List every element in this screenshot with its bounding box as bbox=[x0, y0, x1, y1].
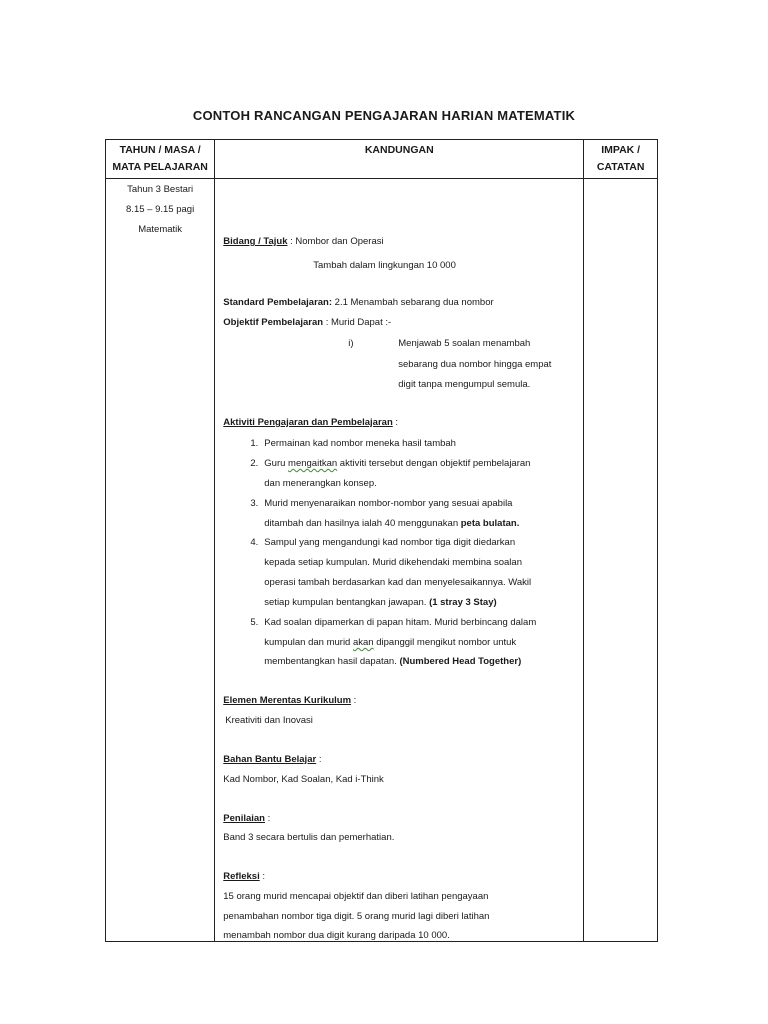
objektif-label: Objektif Pembelajaran bbox=[223, 317, 324, 328]
aktiviti-line: operasi tambah berdasarkan kad dan menyelesaikannya. Wakil bbox=[264, 577, 532, 588]
aktiviti-number: 5. bbox=[250, 617, 259, 628]
aktiviti-heading bbox=[223, 417, 398, 428]
header-kandungan: KANDUNGAN bbox=[215, 140, 584, 179]
bold-fragment: (Numbered Head Together) bbox=[399, 656, 522, 667]
objektif-numeral: i) bbox=[348, 338, 354, 349]
aktiviti-number: 1. bbox=[250, 438, 259, 449]
bidang-sep: : bbox=[287, 236, 296, 247]
text-fragment: Guru bbox=[264, 458, 289, 469]
text-fragment: dipanggil mengikut nombor untuk bbox=[373, 637, 517, 648]
objektif-line bbox=[223, 317, 391, 328]
aktiviti-line: Permainan kad nombor meneka hasil tambah bbox=[264, 438, 456, 449]
header-row bbox=[106, 140, 658, 179]
elemen-label: Elemen Merentas Kurikulum bbox=[223, 695, 352, 706]
aktiviti-line bbox=[264, 637, 516, 648]
bidang-line bbox=[223, 236, 383, 247]
penilaian-label: Penilaian bbox=[223, 813, 265, 824]
text-fragment: kumpulan dan murid bbox=[264, 637, 353, 648]
spellcheck-word: akan bbox=[352, 637, 374, 648]
body-row bbox=[106, 179, 658, 942]
aktiviti-line: Sampul yang mengandungi kad nombor tiga digit diedarkan bbox=[264, 537, 516, 548]
aktiviti-line: kepada setiap kumpulan. Murid dikehendaki membina soalan bbox=[264, 557, 522, 568]
page-title: CONTOH RANCANGAN PENGAJARAN HARIAN MATEMATIK bbox=[192, 108, 576, 123]
objektif-line-1: Menjawab 5 soalan menambah bbox=[398, 338, 531, 349]
aktiviti-sep: : bbox=[392, 417, 399, 428]
lesson-time: 8.15 – 9.15 pagi bbox=[126, 204, 195, 215]
bidang-value-2: Tambah dalam lingkungan 10 000 bbox=[313, 260, 456, 271]
bahan-heading bbox=[223, 754, 321, 765]
refleksi-line-2: penambahan nombor tiga digit. 5 orang murid lagi diberi latihan bbox=[223, 911, 490, 922]
bidang-label: Bidang / Tajuk bbox=[223, 236, 288, 247]
refleksi-line-1: 15 orang murid mencapai objektif dan diberi latihan pengayaan bbox=[223, 891, 489, 902]
aktiviti-label: Aktiviti Pengajaran dan Pembelajaran bbox=[223, 417, 393, 428]
elemen-heading bbox=[223, 695, 356, 706]
penilaian-heading bbox=[223, 813, 270, 824]
objektif-line-2: sebarang dua nombor hingga empat bbox=[398, 359, 552, 370]
refleksi-sep: : bbox=[259, 871, 265, 882]
text-fragment: membentangkan hasil dapatan. bbox=[264, 656, 400, 667]
bidang-value: Nombor dan Operasi bbox=[295, 236, 384, 247]
lesson-plan-table bbox=[105, 139, 658, 942]
subject-name: Matematik bbox=[138, 224, 183, 235]
standard-line bbox=[223, 297, 493, 308]
class-name: Tahun 3 Bestari bbox=[127, 184, 194, 195]
standard-value: 2.1 Menambah sebarang dua nombor bbox=[334, 297, 494, 308]
text-fragment: aktiviti tersebut dengan objektif pembelajaran bbox=[337, 458, 531, 469]
kandungan-content bbox=[216, 180, 582, 940]
bold-fragment: peta bulatan. bbox=[460, 518, 520, 529]
header-impak-catatan: IMPAK / CATATAN bbox=[584, 140, 658, 179]
cell-tahun-masa bbox=[106, 179, 215, 942]
penilaian-sep: : bbox=[264, 813, 271, 824]
refleksi-heading bbox=[223, 871, 265, 882]
aktiviti-line bbox=[264, 458, 530, 469]
aktiviti-line: Kad soalan dipamerkan di papan hitam. Murid berbincang dalam bbox=[264, 617, 537, 628]
objektif-line-3: digit tanpa mengumpul semula. bbox=[398, 379, 531, 390]
header-tahun-masa: TAHUN / MASA / MATA PELAJARAN bbox=[106, 140, 215, 179]
aktiviti-line bbox=[264, 656, 521, 667]
standard-label: Standard Pembelajaran: bbox=[223, 297, 333, 308]
bahan-value: Kad Nombor, Kad Soalan, Kad i-Think bbox=[223, 774, 384, 785]
text-fragment: setiap kumpulan bentangkan jawapan. bbox=[264, 597, 430, 608]
refleksi-label: Refleksi bbox=[223, 871, 260, 882]
objektif-value: : Murid Dapat :- bbox=[323, 317, 392, 328]
bahan-sep: : bbox=[316, 754, 322, 765]
elemen-value: Kreativiti dan Inovasi bbox=[225, 715, 313, 726]
aktiviti-line bbox=[264, 597, 496, 608]
aktiviti-number: 3. bbox=[250, 498, 259, 509]
aktiviti-line: dan menerangkan konsep. bbox=[264, 478, 377, 489]
refleksi-line-3: menambah nombor dua digit kurang daripada 10 000. bbox=[223, 930, 450, 941]
penilaian-value: Band 3 secara bertulis dan pemerhatian. bbox=[223, 832, 395, 843]
bold-fragment: (1 stray 3 Stay) bbox=[429, 597, 497, 608]
aktiviti-line bbox=[264, 518, 519, 529]
aktiviti-line: Murid menyenaraikan nombor-nombor yang sesuai apabila bbox=[264, 498, 513, 509]
aktiviti-number: 2. bbox=[250, 458, 259, 469]
elemen-sep: : bbox=[351, 695, 357, 706]
aktiviti-number: 4. bbox=[250, 537, 259, 548]
text-fragment: ditambah dan hasilnya ialah 40 menggunakan bbox=[264, 518, 461, 529]
cell-impak-catatan bbox=[584, 179, 658, 942]
spellcheck-word: mengaitkan bbox=[288, 458, 338, 469]
bahan-label: Bahan Bantu Belajar bbox=[223, 754, 317, 765]
cell-kandungan bbox=[215, 179, 584, 942]
